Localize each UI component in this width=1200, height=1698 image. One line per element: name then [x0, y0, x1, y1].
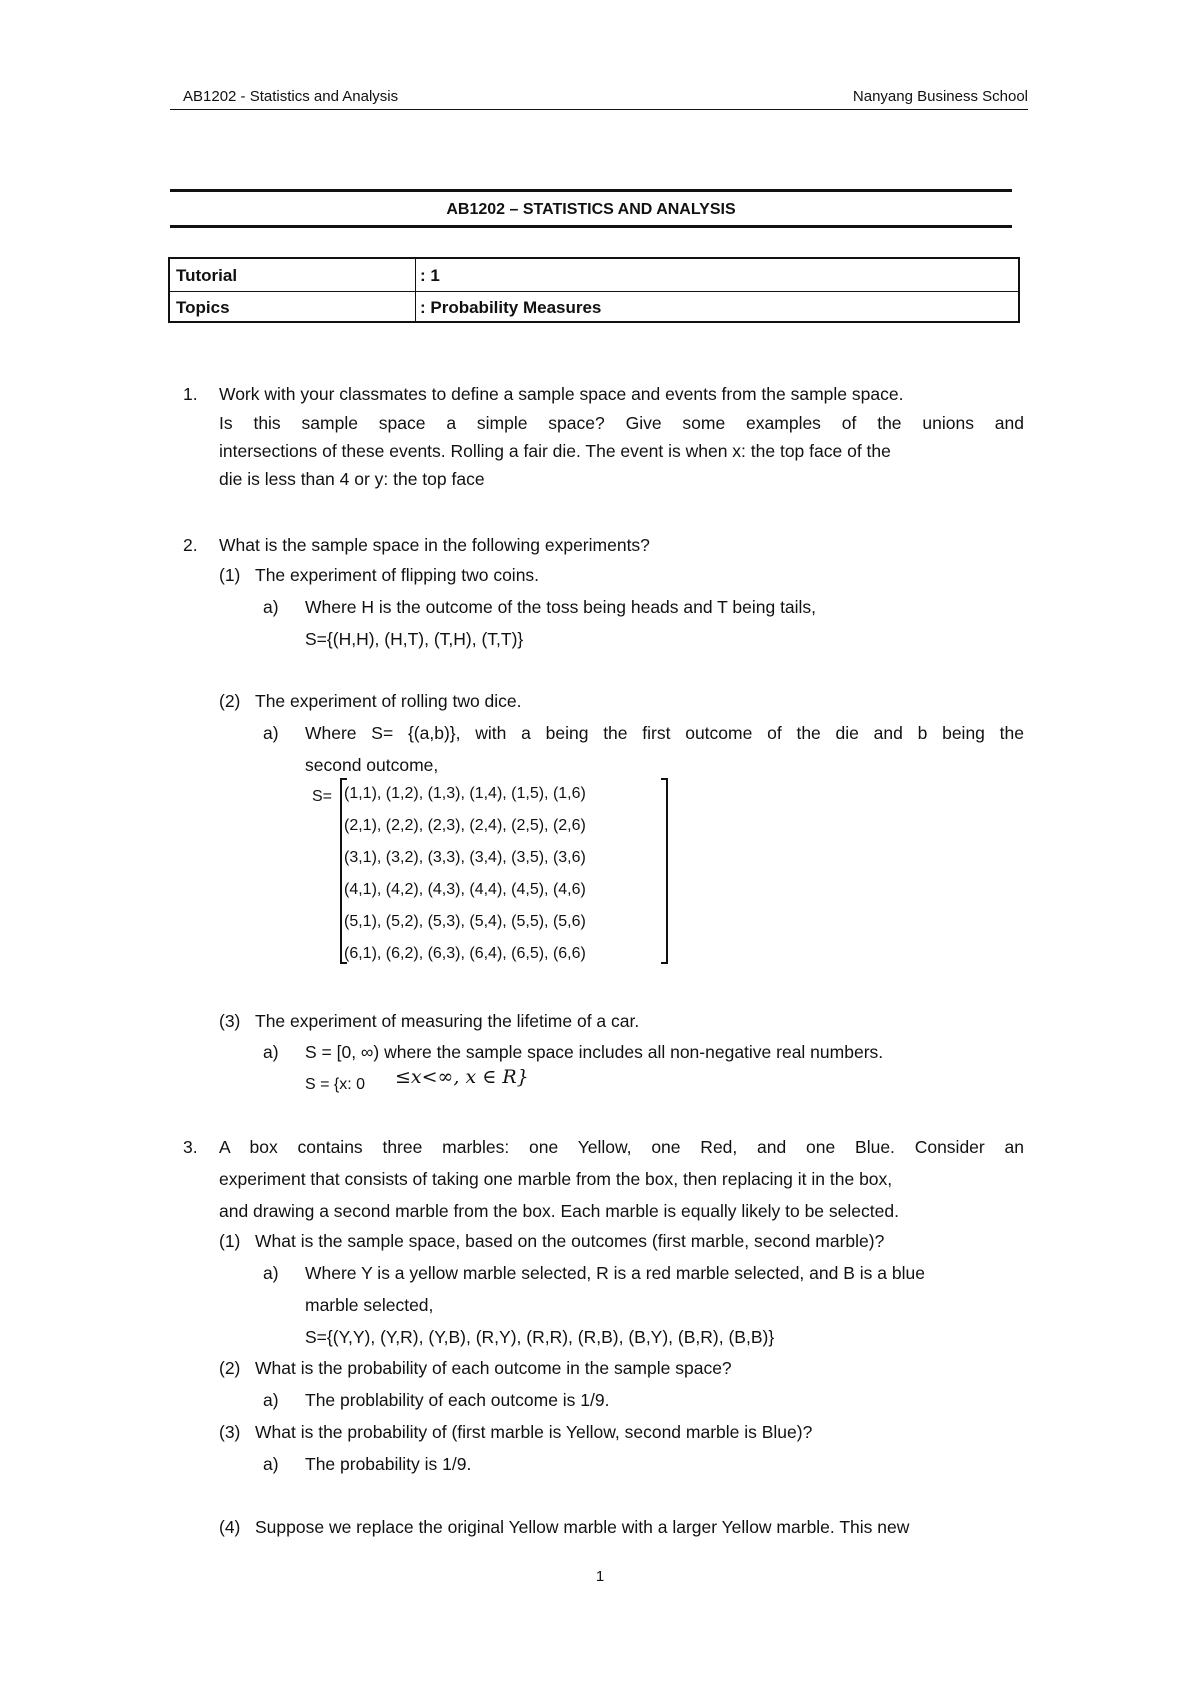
- q1-number: 1.: [183, 384, 198, 404]
- q3-line: experiment that consists of taking one marble from the box, then replacing it in the box,: [219, 1169, 893, 1189]
- q2-p3-text: The experiment of measuring the lifetime of a car.: [255, 1011, 640, 1031]
- q2-p1-a-text: Where H is the outcome of the toss being heads and T being tails,: [305, 597, 817, 617]
- matrix-row: (5,1), (5,2), (5,3), (5,4), (5,5), (5,6): [344, 913, 586, 930]
- q3-p2-a-text: The problability of each outcome is 1/9.: [305, 1390, 610, 1410]
- q3-p1-a-label: a): [263, 1263, 279, 1283]
- info-value: : 1: [420, 266, 440, 285]
- q1-line: intersections of these events. Rolling a fair die. The event is when x: the top face of the: [219, 441, 891, 461]
- q3-line: A box contains three marbles: one Yellow, one Red, and one Blue. Consider an: [219, 1137, 1024, 1157]
- q3-p2-a-label: a): [263, 1390, 279, 1410]
- q3-p2-label: (2): [219, 1358, 241, 1378]
- matrix-row: (3,1), (3,2), (3,3), (3,4), (3,5), (3,6): [344, 849, 586, 866]
- q2-p2-text: The experiment of rolling two dice.: [255, 691, 522, 711]
- q2-p1-text: The experiment of flipping two coins.: [255, 565, 540, 585]
- q2-number: 2.: [183, 535, 198, 555]
- title-rule-top: [170, 189, 1012, 192]
- matrix-row: (1,1), (1,2), (1,3), (1,4), (1,5), (1,6): [344, 785, 586, 802]
- q1-line: die is less than 4 or y: the top face: [219, 469, 485, 489]
- info-label: Topics: [176, 298, 230, 317]
- q3-p1-answer: S={(Y,Y), (Y,R), (Y,B), (R,Y), (R,R), (R,B), (B,Y), (B,R), (B,B)}: [305, 1327, 775, 1347]
- title-rule-bottom: [170, 225, 1012, 228]
- document-title: AB1202 – STATISTICS AND ANALYSIS: [446, 201, 736, 218]
- q3-p2-text: What is the probability of each outcome in the sample space?: [255, 1358, 732, 1378]
- sample-space-label: S=: [312, 788, 333, 805]
- header-course: AB1202 - Statistics and Analysis: [183, 88, 399, 105]
- q3-p4-text: Suppose we replace the original Yellow marble with a larger Yellow marble. This new: [255, 1517, 910, 1537]
- q2-p3-a-label: a): [263, 1042, 279, 1062]
- dice-sample-matrix: [344, 778, 586, 970]
- cell-divider: [415, 259, 416, 291]
- matrix-row: (2,1), (2,2), (2,3), (2,4), (2,5), (2,6): [344, 817, 586, 834]
- q2-p2-a-line: second outcome,: [305, 755, 439, 775]
- q3-p3-a-label: a): [263, 1454, 279, 1474]
- page-number: 1: [595, 1568, 605, 1585]
- q3-p3-label: (3): [219, 1422, 241, 1442]
- q2-p3-set-math: ≤x<∞, x ∈ R}: [395, 1066, 529, 1088]
- info-row-topics: [170, 291, 1018, 323]
- matrix-row: (6,1), (6,2), (6,3), (6,4), (6,5), (6,6): [344, 945, 586, 962]
- q2-p2-a-line: Where S= {(a,b)}, with a being the first outcome of the die and b being the: [305, 723, 1024, 743]
- info-label: Tutorial: [176, 266, 238, 285]
- header-school: Nanyang Business School: [852, 88, 1028, 105]
- q3-p1-a-line: marble selected,: [305, 1295, 434, 1315]
- q3-p1-a-line: Where Y is a yellow marble selected, R is a red marble selected, and B is a blue: [305, 1263, 925, 1283]
- q3-p1-text: What is the sample space, based on the outcomes (first marble, second marble)?: [255, 1231, 885, 1251]
- q3-number: 3.: [183, 1137, 198, 1157]
- matrix-row: (4,1), (4,2), (4,3), (4,4), (4,5), (4,6): [344, 881, 586, 898]
- q2-p3-label: (3): [219, 1011, 241, 1031]
- right-bracket: [661, 778, 668, 964]
- info-value: : Probability Measures: [420, 298, 602, 317]
- q2-p2-label: (2): [219, 691, 241, 711]
- q2-p1-answer: S={(H,H), (H,T), (T,H), (T,T)}: [305, 629, 524, 649]
- q3-p3-text: What is the probability of (first marble is Yellow, second marble is Blue)?: [255, 1422, 813, 1442]
- q3-p1-label: (1): [219, 1231, 241, 1251]
- q2-p3-set-prefix: S = {x: 0: [305, 1076, 366, 1093]
- q1-line: Work with your classmates to define a sample space and events from the sample space.: [219, 384, 904, 404]
- q2-p2-a-label: a): [263, 723, 279, 743]
- q3-p4-label: (4): [219, 1517, 241, 1537]
- q3-p3-a-text: The probability is 1/9.: [305, 1454, 472, 1474]
- q1-line: Is this sample space a simple space? Give some examples of the unions and: [219, 413, 1024, 433]
- q2-p3-a-text: S = [0, ∞) where the sample space includes all non-negative real numbers.: [305, 1042, 884, 1062]
- info-row-tutorial: [170, 259, 1018, 292]
- q2-p1-label: (1): [219, 565, 241, 585]
- info-table: [168, 257, 1020, 323]
- header-rule: [170, 109, 1028, 110]
- q2-p1-a-label: a): [263, 597, 279, 617]
- q3-line: and drawing a second marble from the box. Each marble is equally likely to be selected.: [219, 1201, 899, 1221]
- q2-question: What is the sample space in the following experiments?: [219, 535, 650, 555]
- cell-divider: [415, 291, 416, 323]
